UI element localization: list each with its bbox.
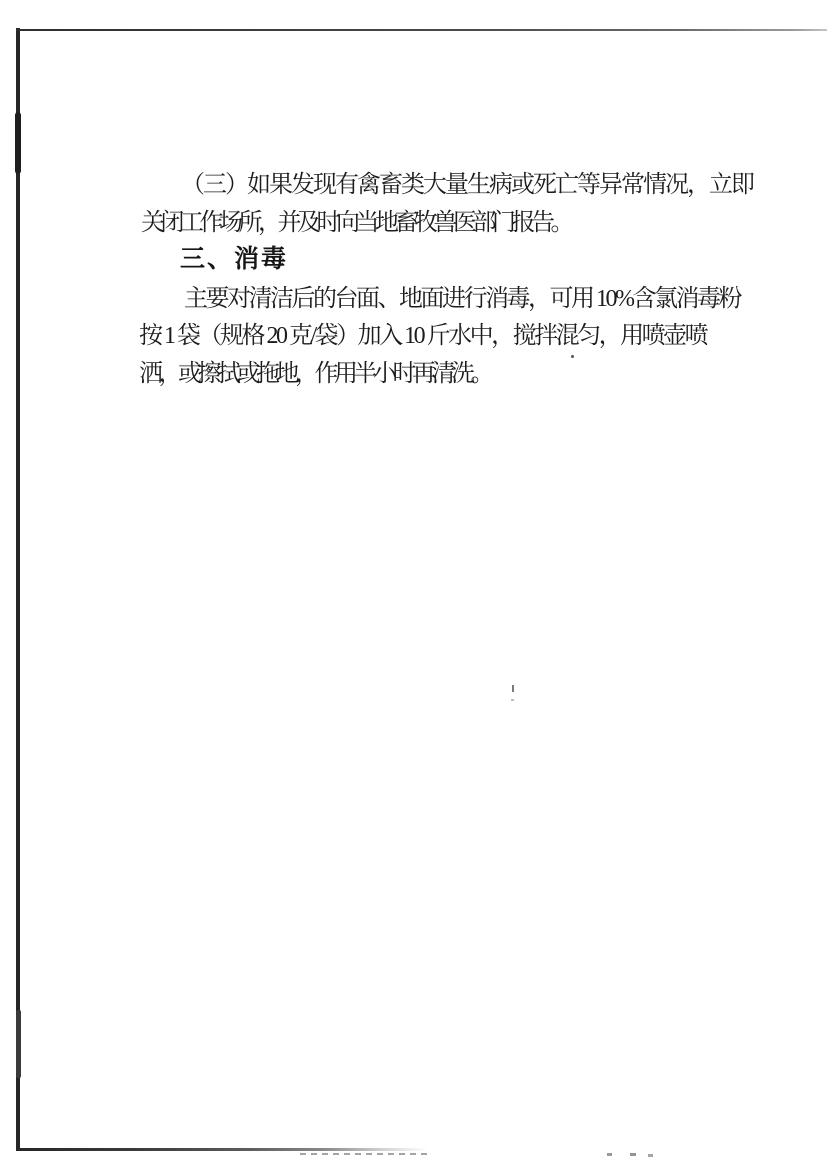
scan-top-edge-line: [16, 29, 827, 31]
scan-noise-speck: [607, 1153, 612, 1156]
scan-noise-speck: [512, 685, 514, 692]
scan-bottom-edge-line: [16, 1148, 428, 1151]
scan-left-edge-bulge-lower: [16, 1010, 21, 1078]
paragraph2-line1: 主要对清洁后的台面、地面进行消毒，可用 10%含氯消毒粉: [184, 286, 740, 312]
scan-noise-speck: [571, 355, 574, 358]
scan-noise-speck: [648, 1154, 653, 1157]
scan-noise-speck: [511, 699, 514, 701]
section-heading-disinfection: 三、消毒: [180, 246, 289, 273]
paragraph1-line1: （三）如果发现有禽畜类大量生病或死亡等异常情况，立即: [181, 172, 753, 198]
scan-noise-speck: [630, 1153, 636, 1156]
paragraph2-line2: 按 1 袋（规格 20 克/袋）加入 10 斤水中，搅拌混匀，用喷壶喷: [139, 323, 707, 349]
paragraph1-line2: 关闭工作场所，并及时向当地畜牧兽医部门报告。: [141, 210, 570, 236]
scan-left-edge-line: [16, 28, 20, 1150]
scan-bottom-edge-dashes: [300, 1153, 430, 1155]
scan-left-edge-bulge: [15, 112, 21, 174]
paragraph2-line3: 洒，或擦拭或拖地，作用半小时再清洗。: [139, 361, 490, 387]
